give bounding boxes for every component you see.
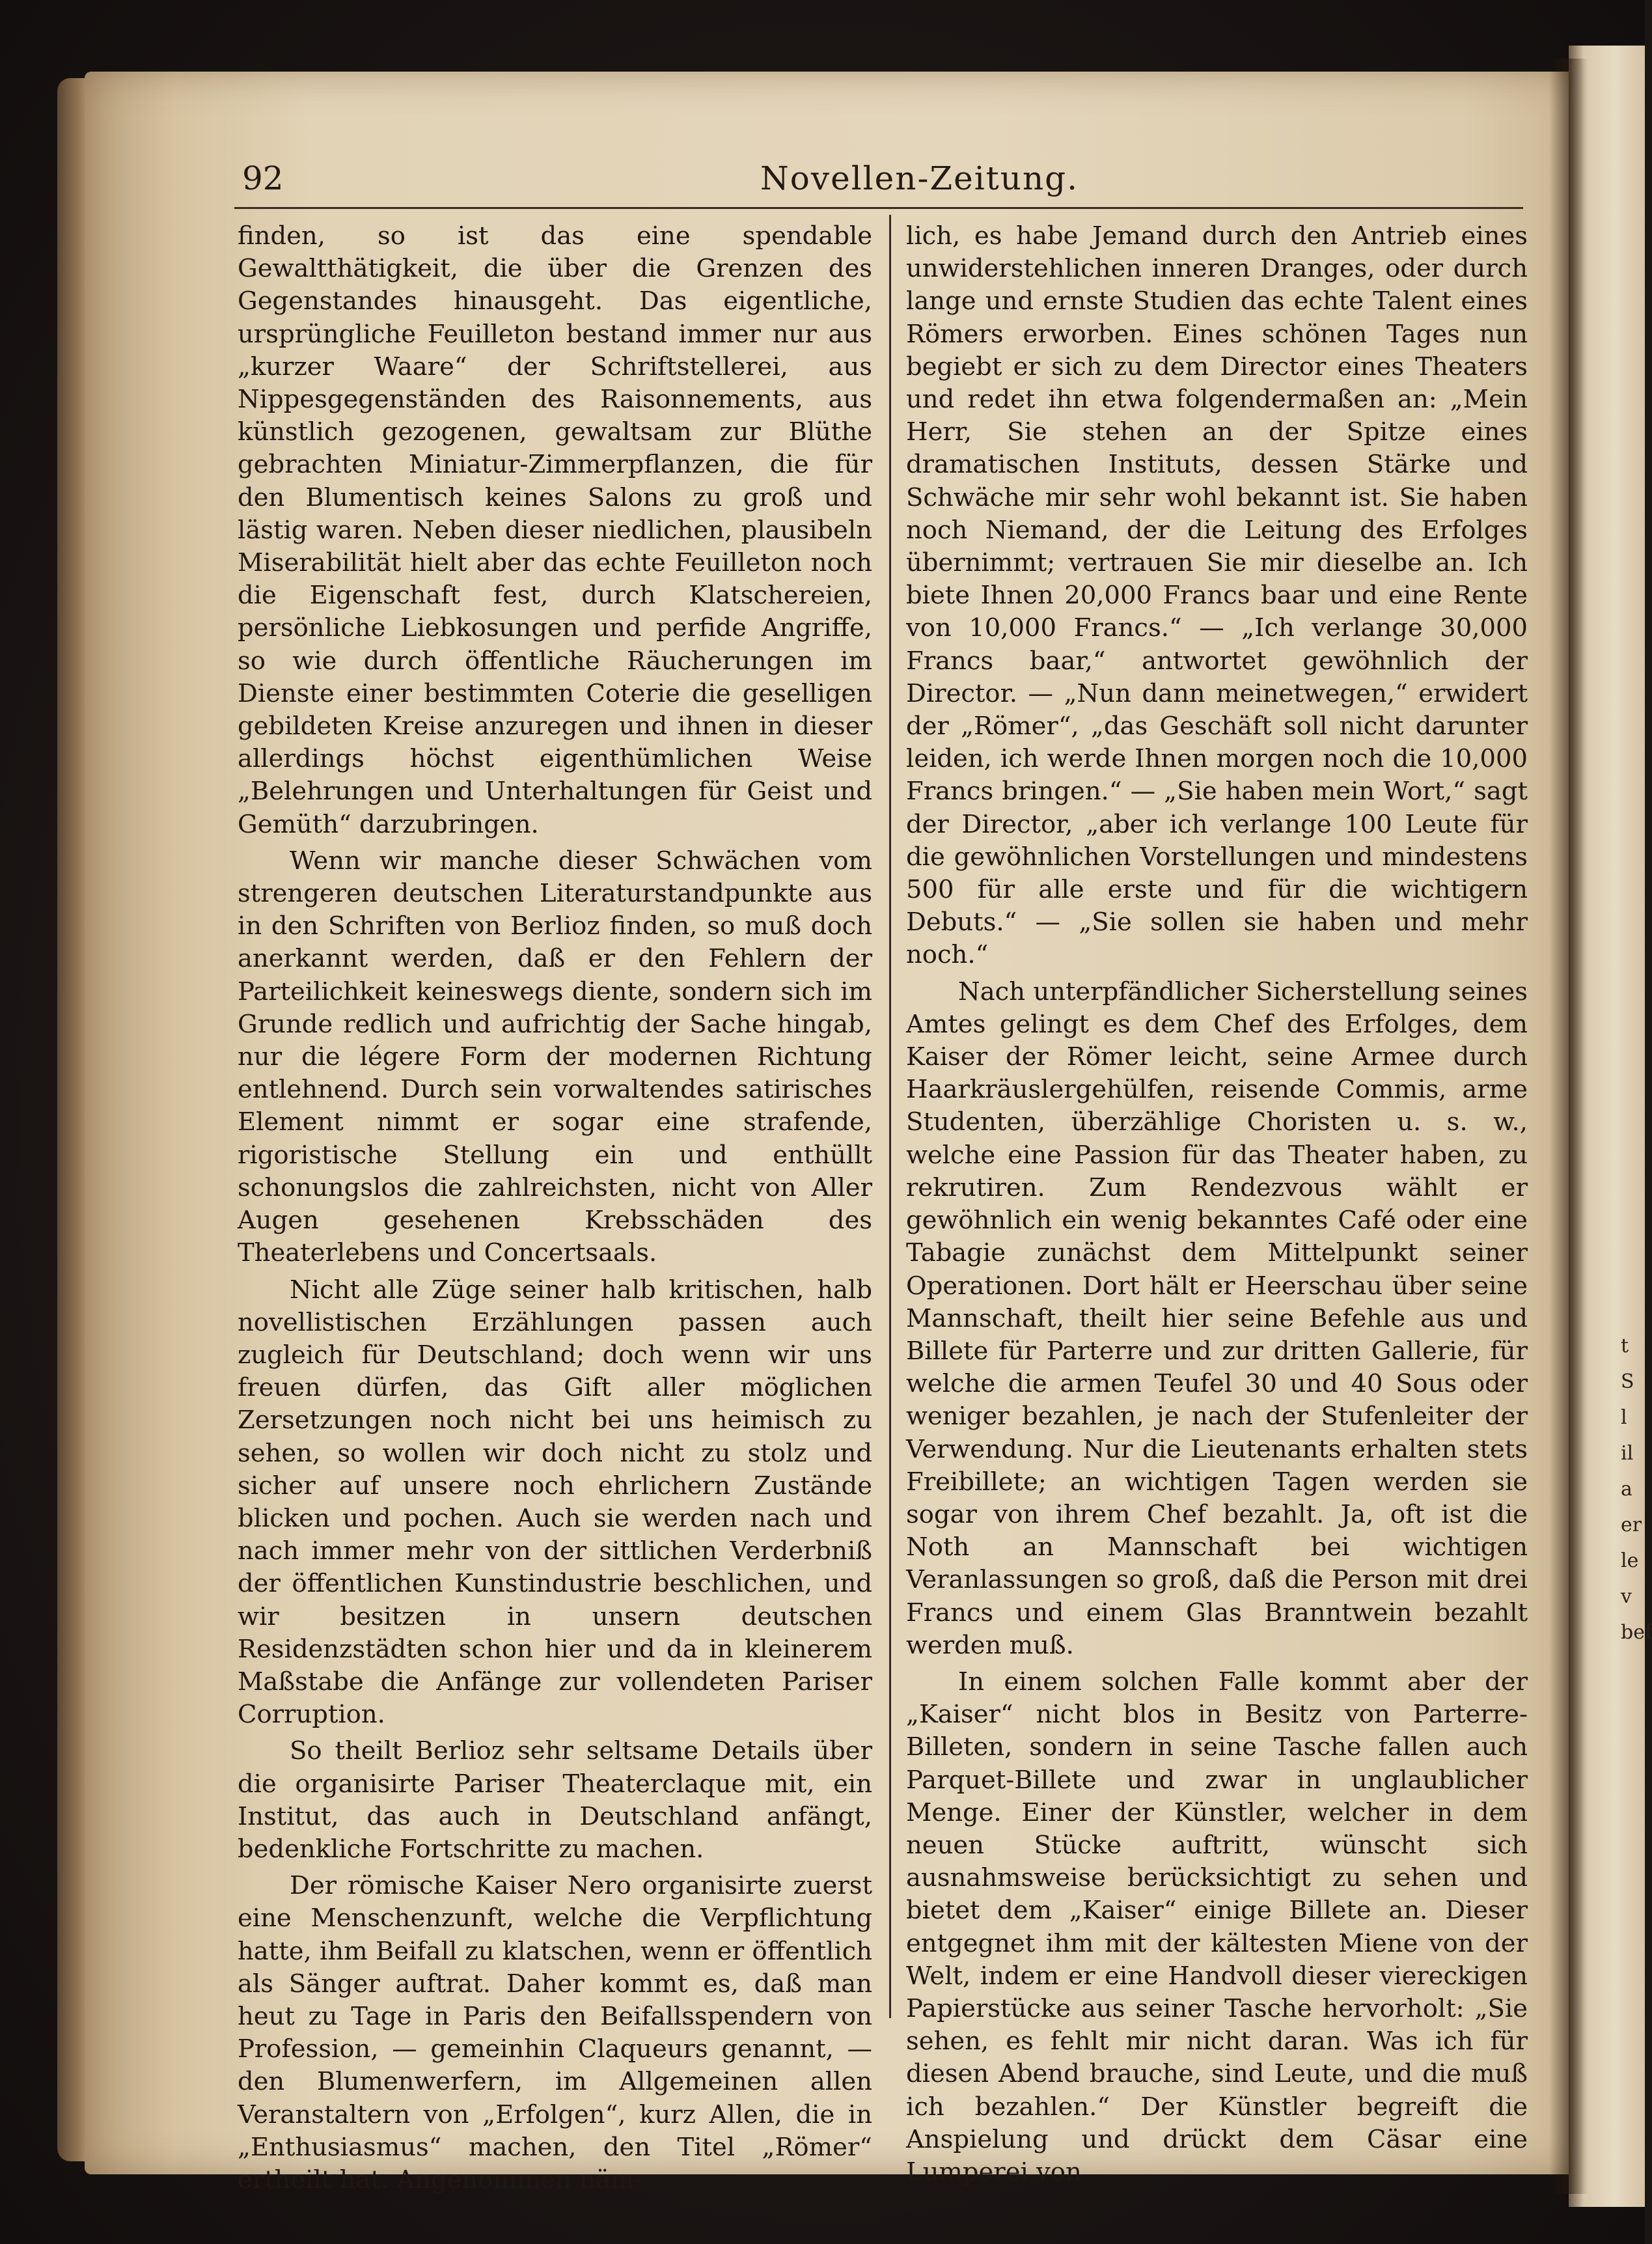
margin-fragment: a [1621, 1478, 1632, 1501]
paragraph: finden, so ist das eine spendable Gewaltthätigkeit, die über die Grenzen des Gegenstandes hinausgeht. Das eigentliche, ursprüngliche Feuilleton bestand immer nur aus „kurzer Waare“ der Schriftstellerei, aus Nippesgegenständen des Raisonnements, aus künstlich gezogenen, gewaltsam zur Blüthe gebrachten Miniatur-Zimmerpflanzen, die für den Blumentisch keines Salons zu groß und lästig waren. Neben dieser niedlichen, plausibeln Miserabilität hielt aber das echte Feuilleton noch die Eigenschaft fest, durch Klatschereien, persönliche Liebkosungen und perfide Angriffe, so wie durch öffentliche Räucherungen im Dienste einer bestimmten Coterie die geselligen gebildeten Kreise anzuregen und ihnen in dieser allerdings höchst eigenthümlichen Weise „Belehrungen und Unterhaltungen für Geist und Gemüth“ darzubringen. [238, 221, 872, 839]
column-divider [889, 215, 891, 2018]
margin-fragment: t [1621, 1335, 1629, 1357]
margin-fragment: il [1621, 1442, 1634, 1465]
right-column [906, 220, 1528, 2189]
paragraph: Der römische Kaiser Nero organisirte zuerst eine Menschenzunft, welche die Verpflichtung hatte, ihm Beifall zu klatschen, wenn er öffentlich als Sänger auftrat. Daher kommt es, daß man heut zu Tage in Paris den Beifallsspendern von Profession, — gemeinhin Claqueurs genannt, — den Blumenwerfern, im Allgemeinen allen Veranstaltern von „Erfolgen“, kurz Allen, die in „Enthusiasmus“ machen, den Titel „Römer“ ertheilt hat. Angenommen näm- [238, 1871, 872, 2195]
margin-fragment: l [1621, 1406, 1627, 1429]
margin-fragment: S [1621, 1370, 1634, 1393]
paragraph: Nach unterpfändlicher Sicherstellung seines Amtes gelingt es dem Chef des Erfolges, dem Kaiser der Römer leicht, seine Armee durch Haarkräuslergehülfen, reisende Commis, arme Studenten, überzählige Choristen u. s. w., welche eine Passion für das Theater haben, zu rekrutiren. Zum Rendezvous wählt er gewöhnlich ein wenig bekanntes Café oder eine Tabagie zunächst dem Mittelpunkt seiner Operationen. Dort hält er Heerschau über seine Mannschaft, theilt hier seine Befehle aus und Billete für Parterre und zur dritten Gallerie, für welche die armen Teufel 30 und 40 Sous oder weniger bezahlen, je nach der Stufenleiter der Verwendung. Nur die Lieutenants erhalten stets Freibillete; an wichtigen Tagen werden sie sogar von ihrem Chef bezahlt. Ja, oft ist die Noth an Mannschaft bei wichtigen Veranlassungen so groß, daß die Person mit drei Francs und einem Glas Branntwein bezahlt werden muß. [906, 977, 1528, 1660]
facing-page-fragments [1621, 1328, 1652, 1650]
paragraph: Wenn wir manche dieser Schwächen vom strengeren deutschen Literaturstandpunkte aus in den Schriften von Berlioz finden, so muß doch anerkannt werden, daß er den Fehlern der Parteilichkeit keineswegs diente, sondern sich im Grunde redlich und aufrichtig der Sache hingab, nur die légere Form der modernen Richtung entlehnend. Durch sein vorwaltendes satirisches Element nimmt er sogar eine strafende, rigoristische Stellung ein und enthüllt schonungslos die zahlreichsten, nicht von Aller Augen gesehenen Krebsschäden des Theaterlebens und Concertsaals. [238, 846, 872, 1268]
paragraph: In einem solchen Falle kommt aber der „Kaiser“ nicht blos in Besitz von Parterre-Billeten, sondern in seine Tasche fallen auch Parquet-Billete und zwar in unglaublicher Menge. Einer der Künstler, welcher in dem neuen Stücke auftritt, wünscht sich ausnahmsweise berücksichtigt zu sehen und bietet dem „Kaiser“ einige Billete an. Dieser entgegnet ihm mit der kältesten Miene von der Welt, indem er eine Handvoll dieser viereckigen Papierstücke aus seiner Tasche hervorholt: „Sie sehen, es fehlt mir nicht daran. Was ich für diesen Abend brauche, sind Leute, und die muß ich bezahlen.“ Der Künstler begreift die Anspielung und drückt dem Cäsar eine Lumperei von [906, 1667, 1528, 2187]
margin-fragment: bef [1621, 1621, 1652, 1644]
page-number: 92 [242, 159, 284, 197]
header-rule [234, 207, 1523, 209]
paragraph: lich, es habe Jemand durch den Antrieb eines unwiderstehlichen inneren Dranges, oder durch lange und ernste Studien das echte Talent eines Römers erworben. Eines schönen Tages nun begiebt er sich zu dem Director eines Theaters und redet ihn etwa folgendermaßen an: „Mein Herr, Sie stehen an der Spitze eines dramatischen Instituts, dessen Stärke und Schwäche mir sehr wohl bekannt ist. Sie haben noch Niemand, der die Leitung des Erfolges übernimmt; vertrauen Sie mir dieselbe an. Ich biete Ihnen 20,000 Francs baar und eine Rente von 10,000 Francs.“ — „Ich verlange 30,000 Francs baar,“ antwortet gewöhnlich der Director. — „Nun dann meinetwegen,“ erwidert der „Römer“, „das Geschäft soll nicht darunter leiden, ich werde Ihnen morgen noch die 10,000 Francs bringen.“ — „Sie haben mein Wort,“ sagt der Director, „aber ich verlange 100 Leute für die gewöhnlichen Vorstellungen und mindestens 500 für alle erste und für die wichtigern Debuts.“ — „Sie sollen sie haben und mehr noch.“ [906, 221, 1528, 970]
paragraph: So theilt Berlioz sehr seltsame Details über die organisirte Pariser Theaterclaque mit, ein Institut, das auch in Deutschland anfängt, bedenkliche Fortschritte zu machen. [238, 1736, 872, 1864]
gutter-shadow [1549, 59, 1588, 2194]
margin-fragment: er [1621, 1514, 1642, 1536]
left-column [238, 220, 872, 2196]
margin-fragment: le [1621, 1549, 1639, 1572]
margin-fragment: v [1621, 1585, 1632, 1608]
paragraph: Nicht alle Züge seiner halb kritischen, halb novellistischen Erzählungen passen auch zugleich für Deutschland; doch wenn wir uns freuen dürfen, das Gift aller möglichen Zersetzungen noch nicht bei uns heimisch zu sehen, so wollen wir doch nicht zu stolz und sicher auf unsere noch ehrlichern Zustände blicken und pochen. Auch sie werden nach und nach immer mehr von der sittlichen Verderbniß der öffentlichen Kunstindustrie beschlichen, und wir besitzen in unsern deutschen Residenzstädten schon hier und da in kleinerem Maßstabe die Anfänge zur vollendeten Pariser Corruption. [238, 1275, 872, 1730]
running-head-title: Novellen-Zeitung. [760, 159, 1079, 197]
